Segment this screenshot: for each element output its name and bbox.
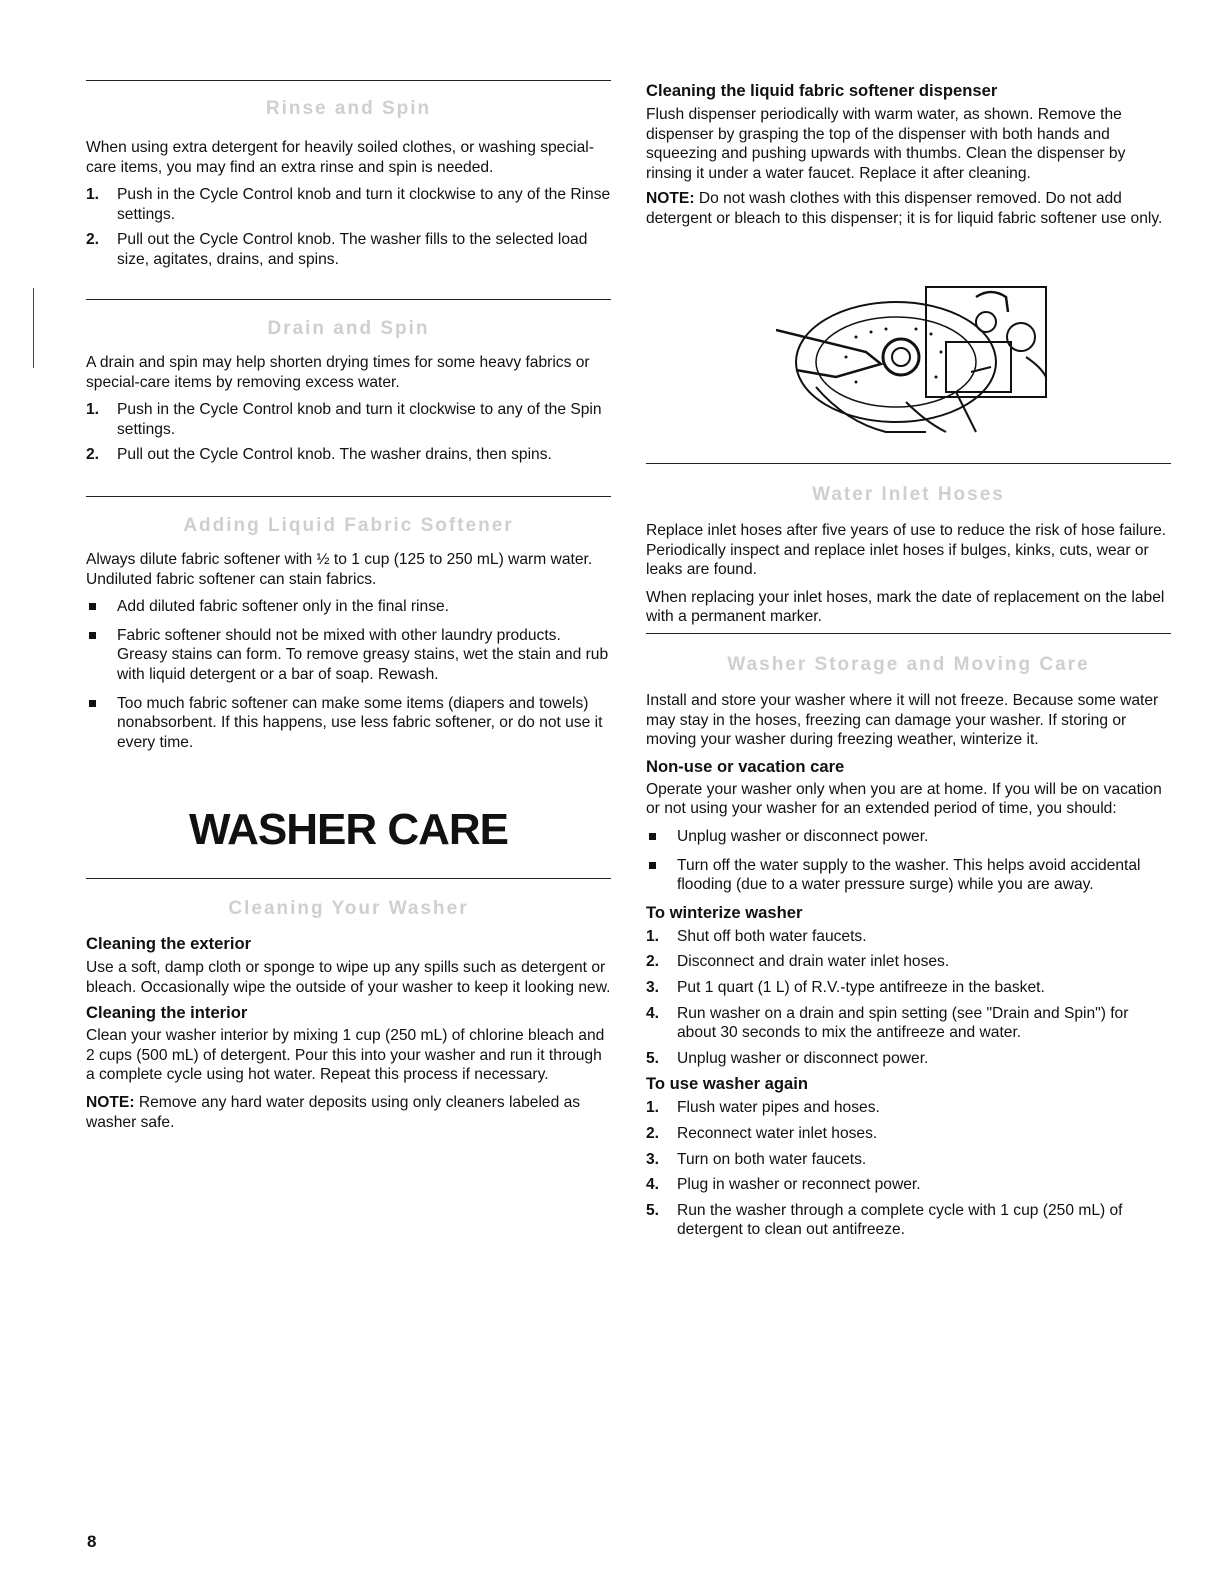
winterize-step: 1. Shut off both water faucets. bbox=[646, 927, 867, 945]
section-heading-fabric-softener: Adding Liquid Fabric Softener bbox=[183, 515, 514, 536]
cleaning-exterior-title: Cleaning the exterior bbox=[86, 934, 252, 953]
cleaning-washer-section bbox=[86, 933, 611, 1132]
drain-spin-section bbox=[86, 353, 611, 465]
section-heading-storage: Washer Storage and Moving Care bbox=[727, 654, 1090, 675]
storage-text: Install and store your washer where it will not freeze. Because some water may stay in the hoses, freezing can damage your washer. If storing or moving your washer during freezing weather, winterize it. bbox=[646, 692, 1159, 749]
nonuse-bullet: Unplug washer or disconnect power. bbox=[646, 827, 1171, 847]
cleaning-note: NOTE: Remove any hard water deposits using only cleaners labeled as washer safe. bbox=[86, 1093, 581, 1131]
dispenser-title: Cleaning the liquid fabric softener dispenser bbox=[646, 81, 998, 100]
winterize-step: 5. Unplug washer or disconnect power. bbox=[646, 1049, 929, 1067]
use-again-step: 3. Turn on both water faucets. bbox=[646, 1150, 867, 1168]
dispenser-text: Flush dispenser periodically with warm water, as shown. Remove the dispenser by grasping the top of the dispenser with both hands and squeezing and pushing upwards with thumbs. Clean the dispenser by rinsing it under a water faucet. Replace it after cleaning. bbox=[646, 106, 1126, 182]
use-again-step: 2. Reconnect water inlet hoses. bbox=[646, 1124, 878, 1142]
section-divider bbox=[86, 299, 611, 300]
dispenser-section bbox=[646, 80, 1171, 229]
nonuse-title: Non-use or vacation care bbox=[646, 756, 845, 776]
section-heading-cleaning-washer: Cleaning Your Washer bbox=[228, 898, 469, 919]
hoses-section bbox=[646, 521, 1171, 627]
section-divider bbox=[646, 463, 1171, 464]
cleaning-interior-title: Cleaning the interior bbox=[86, 1003, 248, 1023]
use-again-step: 5. Run the washer through a complete cycle with 1 cup (250 mL) of detergent to clean out antifreeze. bbox=[646, 1201, 1123, 1239]
use-again-title: To use washer again bbox=[646, 1074, 808, 1094]
nonuse-bullet: Turn off the water supply to the washer. This helps avoid accidental flooding (due to a water pressure surge) while you are away. bbox=[646, 856, 1171, 895]
scan-artifact bbox=[33, 288, 34, 368]
section-divider bbox=[646, 633, 1171, 634]
cleaning-exterior-text: Use a soft, damp cloth or sponge to wipe up any spills such as detergent or bleach. Occasionally wipe the outside of your washer to keep it looking new. bbox=[86, 959, 611, 996]
fabric-softener-section bbox=[86, 550, 611, 752]
storage-section bbox=[646, 691, 1171, 1240]
hoses-text-2: When replacing your inlet hoses, mark the date of replacement on the label with a permanent marker. bbox=[646, 588, 1165, 626]
dispenser-note: NOTE: Do not wash clothes with this dispenser removed. Do not add detergent or bleach to this dispenser; it is for liquid fabric softener use only. bbox=[646, 190, 1163, 227]
cleaning-interior-text: Clean your washer interior by mixing 1 cup (250 mL) of chlorine bleach and 2 cups (500 mL) of detergent. Pour this into your washer and run it through a complete cycle using hot water. Repeat this process if necessary. bbox=[86, 1027, 605, 1084]
rinse-spin-section bbox=[86, 138, 611, 270]
drain-step-1: 1. Push in the Cycle Control knob and turn it clockwise to any of the Spin settings. bbox=[86, 401, 602, 438]
winterize-title: To winterize washer bbox=[646, 902, 803, 922]
rinse-spin-intro: When using extra detergent for heavily soiled clothes, or washing special-care items, you may find an extra rinse and spin is needed. bbox=[86, 139, 594, 176]
use-again-step: 1. Flush water pipes and hoses. bbox=[646, 1099, 880, 1117]
rinse-step-2: 2. Pull out the Cycle Control knob. The washer fills to the selected load size, agitates, drains, and spins. bbox=[86, 231, 588, 268]
section-heading-rinse-spin: Rinse and Spin bbox=[265, 98, 432, 119]
section-divider bbox=[86, 80, 611, 81]
section-heading-inlet-hoses: Water Inlet Hoses bbox=[812, 484, 1005, 505]
drain-spin-intro: A drain and spin may help shorten drying times for some heavy fabrics or special-care items by removing excess water. bbox=[86, 354, 590, 391]
section-divider bbox=[86, 496, 611, 497]
hoses-text-1: Replace inlet hoses after five years of use to reduce the risk of hose failure. Periodically inspect and replace inlet hoses if bulges, kinks, cuts, wear or leaks are found. bbox=[646, 522, 1167, 579]
page-number: 8 bbox=[87, 1532, 97, 1551]
use-again-step: 4. Plug in washer or reconnect power. bbox=[646, 1176, 921, 1194]
fabric-softener-intro: Always dilute fabric softener with ½ to 1 cup (125 to 250 mL) warm water. Undiluted fabric softener can stain fabrics. bbox=[86, 551, 593, 588]
rinse-step-1: 1. Push in the Cycle Control knob and turn it clockwise to any of the Rinse settings. bbox=[86, 186, 611, 223]
fabric-softener-bullet: Too much fabric softener can make some items (diapers and towels) nonabsorbent. If this happens, use less fabric softener, or do not use it every time. bbox=[86, 694, 611, 753]
fabric-softener-bullet: Add diluted fabric softener only in the final rinse. bbox=[86, 597, 611, 617]
section-divider bbox=[86, 878, 611, 879]
drain-step-2: 2. Pull out the Cycle Control knob. The washer drains, then spins. bbox=[86, 446, 552, 464]
winterize-step: 2. Disconnect and drain water inlet hoses. bbox=[646, 953, 950, 971]
dispenser-illustration bbox=[776, 282, 1076, 442]
nonuse-text: Operate your washer only when you are at home. If you will be on vacation or not using your washer for an extended period of time, you should: bbox=[646, 780, 1162, 818]
washer-care-title: WASHER CARE bbox=[188, 805, 509, 854]
fabric-softener-bullet: Fabric softener should not be mixed with other laundry products. Greasy stains can form. To remove greasy stains, wet the stain and rub with liquid detergent or a bar of soap. Rewash. bbox=[86, 626, 611, 685]
section-heading-drain-spin: Drain and Spin bbox=[267, 318, 430, 339]
winterize-step: 3. Put 1 quart (1 L) of R.V.-type antifreeze in the basket. bbox=[646, 978, 1045, 996]
winterize-step: 4. Run washer on a drain and spin setting (see "Drain and Spin") for about 30 seconds to mix the antifreeze and water. bbox=[646, 1004, 1129, 1042]
